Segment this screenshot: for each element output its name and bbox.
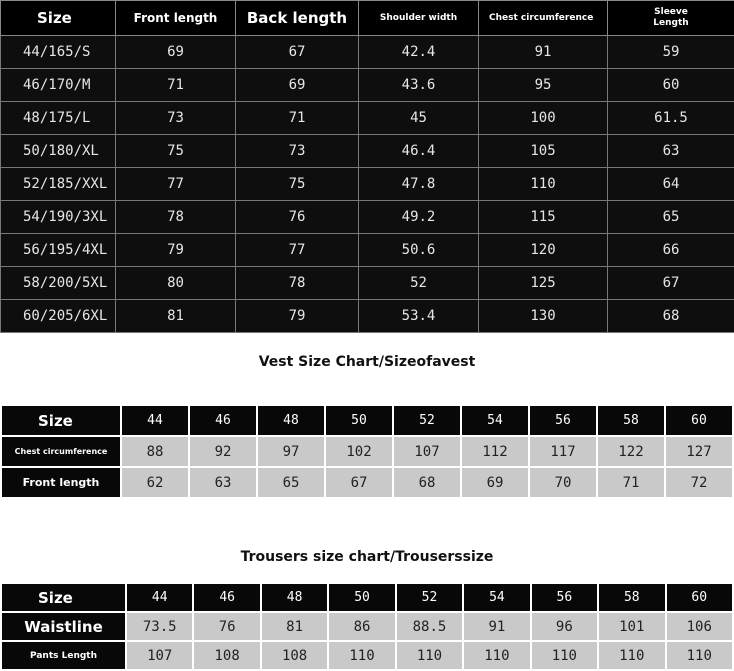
trousers-row-size [1,583,733,612]
trousers-size-cell: 54 [463,583,530,612]
vest-row-chest [1,436,733,467]
trousers-size-cell: 44 [126,583,193,612]
vest-label-chest: Chest circumference [1,436,121,467]
trousers-chart-title: Trousers size chart/Trouserssize [0,549,734,565]
coat-value-cell: 76 [236,201,359,234]
vest-size-cell: 44 [121,405,189,436]
coat-header-size: Size [1,1,116,36]
coat-value-cell: 60 [608,69,734,102]
vest-size-cell: 54 [461,405,529,436]
trousers-size-cell: 52 [396,583,463,612]
vest-front-length-cell: 62 [121,467,189,498]
coat-value-cell: 43.6 [359,69,479,102]
trousers-pants-length-cell: 110 [531,641,598,670]
vest-row-front-length [1,467,733,498]
coat-value-cell: 71 [116,69,236,102]
vest-chest-cell: 97 [257,436,325,467]
coat-value-cell: 125 [479,267,608,300]
coat-value-cell: 68 [608,300,734,333]
coat-value-cell: 81 [116,300,236,333]
coat-value-cell: 80 [116,267,236,300]
coat-value-cell: 63 [608,135,734,168]
table-row [1,102,734,135]
trousers-label-waistline: Waistline [1,612,126,641]
coat-value-cell: 130 [479,300,608,333]
trousers-pants-length-cell: 108 [261,641,328,670]
coat-size-cell: 58/200/5XL [1,267,116,300]
coat-value-cell: 52 [359,267,479,300]
coat-value-cell: 77 [236,234,359,267]
trousers-size-cell: 58 [598,583,665,612]
trousers-pants-length-cell: 110 [328,641,395,670]
coat-value-cell: 71 [236,102,359,135]
coat-size-table [0,0,734,333]
coat-size-cell: 52/185/XXL [1,168,116,201]
coat-value-cell: 47.8 [359,168,479,201]
trousers-waistline-cell: 76 [193,612,260,641]
vest-size-cell: 56 [529,405,597,436]
vest-chest-cell: 88 [121,436,189,467]
coat-value-cell: 65 [608,201,734,234]
trousers-size-table [0,582,734,671]
coat-value-cell: 100 [479,102,608,135]
coat-size-cell: 54/190/3XL [1,201,116,234]
coat-header-back-length: Back length [236,1,359,36]
table-row [1,234,734,267]
coat-header-row [1,1,734,36]
trousers-waistline-cell: 73.5 [126,612,193,641]
trousers-size-cell: 60 [666,583,734,612]
trousers-waistline-cell: 101 [598,612,665,641]
vest-front-length-cell: 70 [529,467,597,498]
coat-value-cell: 53.4 [359,300,479,333]
coat-header-chest-circumference: Chest circumference [479,1,608,36]
coat-value-cell: 50.6 [359,234,479,267]
vest-row-size [1,405,733,436]
coat-value-cell: 73 [116,102,236,135]
vest-front-length-cell: 72 [665,467,733,498]
trousers-waistline-cell: 88.5 [396,612,463,641]
vest-front-length-cell: 67 [325,467,393,498]
trousers-pants-length-cell: 110 [396,641,463,670]
vest-chest-cell: 92 [189,436,257,467]
coat-value-cell: 120 [479,234,608,267]
coat-value-cell: 46.4 [359,135,479,168]
vest-size-table [0,404,734,499]
coat-value-cell: 110 [479,168,608,201]
coat-header-front-length: Front length [116,1,236,36]
trousers-waistline-cell: 81 [261,612,328,641]
trousers-pants-length-cell: 110 [598,641,665,670]
trousers-size-cell: 46 [193,583,260,612]
trousers-pants-length-cell: 108 [193,641,260,670]
coat-value-cell: 79 [116,234,236,267]
trousers-size-cell: 48 [261,583,328,612]
trousers-pants-length-cell: 110 [666,641,734,670]
coat-size-cell: 48/175/L [1,102,116,135]
coat-value-cell: 69 [236,69,359,102]
coat-value-cell: 73 [236,135,359,168]
coat-value-cell: 78 [116,201,236,234]
vest-front-length-cell: 69 [461,467,529,498]
coat-value-cell: 45 [359,102,479,135]
table-row [1,168,734,201]
vest-size-cell: 52 [393,405,461,436]
trousers-row-waistline [1,612,733,641]
coat-value-cell: 75 [116,135,236,168]
vest-size-cell: 48 [257,405,325,436]
trousers-waistline-cell: 106 [666,612,734,641]
trousers-pants-length-cell: 110 [463,641,530,670]
coat-size-cell: 56/195/4XL [1,234,116,267]
coat-value-cell: 91 [479,36,608,69]
coat-size-cell: 46/170/M [1,69,116,102]
vest-front-length-cell: 68 [393,467,461,498]
vest-chest-cell: 122 [597,436,665,467]
coat-value-cell: 67 [236,36,359,69]
coat-value-cell: 115 [479,201,608,234]
table-row [1,267,734,300]
trousers-label-size: Size [1,583,126,612]
trousers-label-pants-length: Pants Length [1,641,126,670]
trousers-waistline-cell: 91 [463,612,530,641]
vest-size-cell: 60 [665,405,733,436]
coat-header-shoulder-width: Shoulder width [359,1,479,36]
coat-value-cell: 49.2 [359,201,479,234]
vest-chart-title: Vest Size Chart/Sizeofavest [0,354,734,370]
vest-front-length-cell: 65 [257,467,325,498]
coat-size-cell: 60/205/6XL [1,300,116,333]
coat-size-cell: 50/180/XL [1,135,116,168]
coat-size-cell: 44/165/S [1,36,116,69]
table-row [1,36,734,69]
coat-header-sleeve-length: Sleeve Length [608,1,734,36]
coat-value-cell: 69 [116,36,236,69]
vest-chest-cell: 117 [529,436,597,467]
trousers-row-pants-length [1,641,733,670]
coat-value-cell: 79 [236,300,359,333]
trousers-waistline-cell: 86 [328,612,395,641]
vest-size-cell: 46 [189,405,257,436]
vest-size-cell: 50 [325,405,393,436]
vest-chest-cell: 112 [461,436,529,467]
coat-value-cell: 105 [479,135,608,168]
vest-size-cell: 58 [597,405,665,436]
coat-value-cell: 67 [608,267,734,300]
coat-value-cell: 61.5 [608,102,734,135]
trousers-pants-length-cell: 107 [126,641,193,670]
coat-value-cell: 78 [236,267,359,300]
vest-chest-cell: 127 [665,436,733,467]
coat-value-cell: 64 [608,168,734,201]
vest-front-length-cell: 71 [597,467,665,498]
coat-value-cell: 59 [608,36,734,69]
vest-front-length-cell: 63 [189,467,257,498]
table-row [1,135,734,168]
trousers-size-cell: 56 [531,583,598,612]
table-row [1,300,734,333]
coat-value-cell: 77 [116,168,236,201]
vest-label-size: Size [1,405,121,436]
coat-value-cell: 95 [479,69,608,102]
vest-chest-cell: 107 [393,436,461,467]
vest-chest-cell: 102 [325,436,393,467]
table-row [1,201,734,234]
vest-label-front-length: Front length [1,467,121,498]
coat-value-cell: 75 [236,168,359,201]
coat-value-cell: 42.4 [359,36,479,69]
table-row [1,69,734,102]
trousers-waistline-cell: 96 [531,612,598,641]
coat-value-cell: 66 [608,234,734,267]
trousers-size-cell: 50 [328,583,395,612]
